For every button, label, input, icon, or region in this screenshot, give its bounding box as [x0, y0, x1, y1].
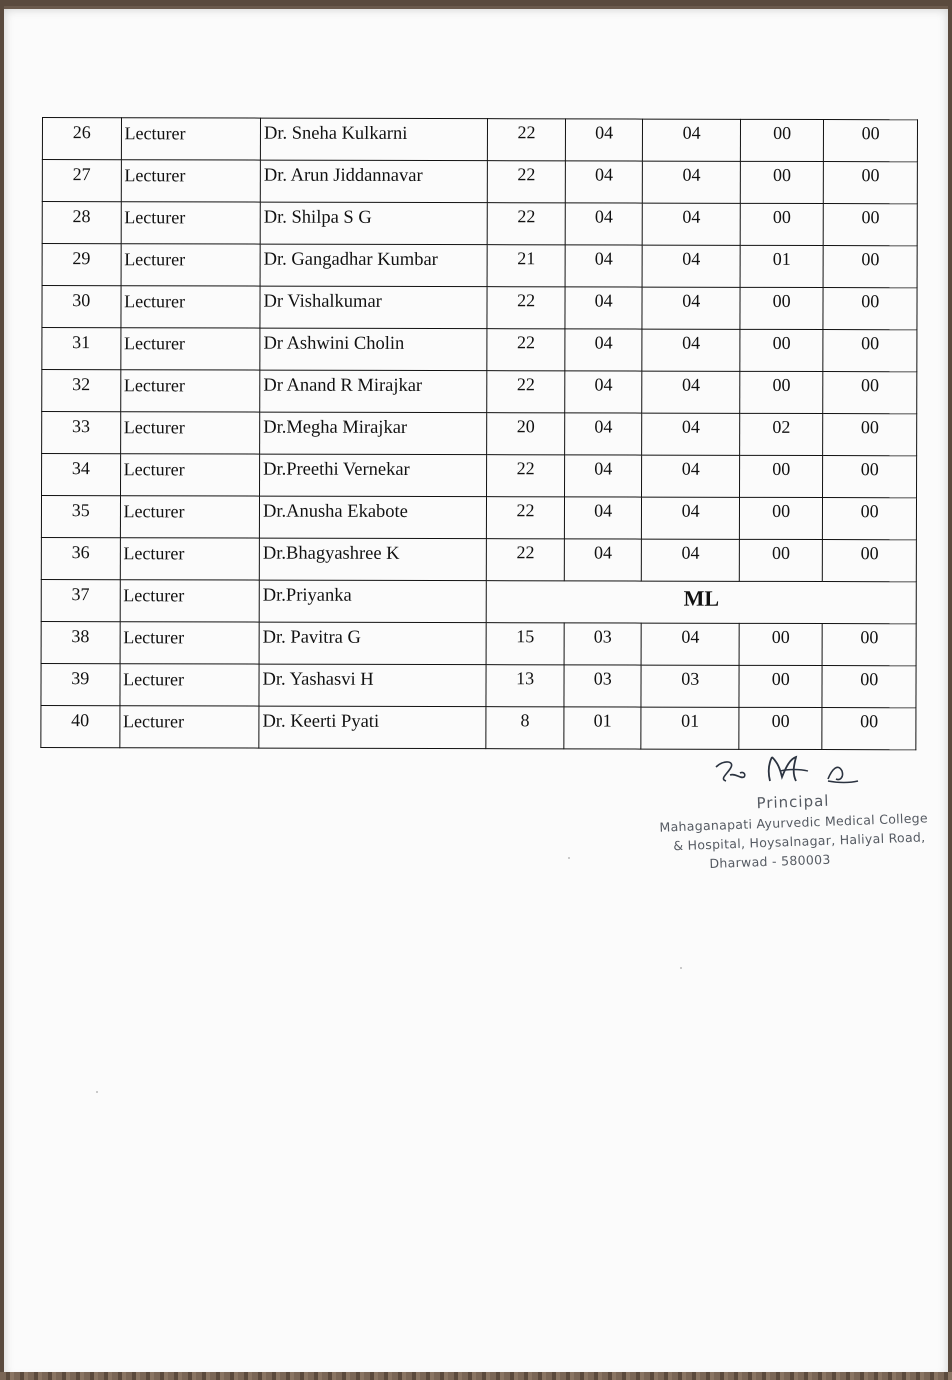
value-cell-c4: 00 — [739, 455, 823, 497]
background-edge — [0, 1372, 952, 1380]
stamp-title: Principal — [756, 791, 830, 813]
value-cell-c5: 00 — [822, 708, 916, 750]
table-row — [41, 579, 916, 623]
leave-status-cell: ML — [486, 581, 916, 624]
value-cell-c1: 22 — [487, 371, 565, 413]
table-row — [41, 663, 916, 707]
designation-cell: Lecturer — [120, 370, 260, 412]
value-cell-c4: 00 — [739, 539, 823, 581]
serial-number-cell: 33 — [42, 412, 121, 454]
serial-number-cell: 30 — [42, 286, 121, 328]
name-cell: Dr. Yashasvi H — [259, 664, 486, 707]
serial-number-cell: 39 — [41, 663, 120, 705]
value-cell-c2: 01 — [564, 707, 642, 749]
table-row — [42, 412, 917, 456]
value-cell-c2: 03 — [564, 665, 642, 707]
name-cell: Dr. Pavitra G — [259, 622, 486, 665]
principal-stamp — [643, 788, 946, 875]
serial-number-cell: 37 — [41, 579, 120, 621]
serial-number-cell: 38 — [41, 621, 120, 663]
table-row — [41, 705, 916, 749]
table-row — [42, 160, 917, 204]
value-cell-c3: 04 — [643, 161, 741, 203]
table-row — [42, 370, 917, 414]
table-row — [42, 454, 917, 498]
serial-number-cell: 40 — [41, 705, 120, 747]
value-cell-c4: 01 — [740, 245, 824, 287]
value-cell-c1: 22 — [487, 539, 565, 581]
value-cell-c3: 04 — [642, 371, 740, 413]
value-cell-c3: 04 — [642, 329, 740, 371]
name-cell: Dr.Priyanka — [259, 580, 486, 623]
value-cell-c2: 04 — [565, 287, 643, 329]
paper-speck — [96, 1091, 98, 1093]
value-cell-c3: 01 — [641, 707, 739, 749]
designation-cell: Lecturer — [120, 328, 260, 370]
principal-signature — [710, 749, 870, 797]
value-cell-c2: 04 — [564, 497, 642, 539]
value-cell-c2: 04 — [565, 371, 643, 413]
value-cell-c4: 02 — [740, 413, 824, 455]
value-cell-c4: 00 — [739, 707, 823, 749]
value-cell-c3: 04 — [642, 623, 740, 665]
value-cell-c2: 04 — [565, 161, 643, 203]
value-cell-c1: 22 — [487, 497, 565, 539]
value-cell-c1: 22 — [487, 203, 565, 245]
designation-cell: Lecturer — [120, 664, 260, 706]
value-cell-c3: 04 — [643, 119, 741, 161]
value-cell-c2: 04 — [564, 455, 642, 497]
serial-number-cell: 32 — [42, 370, 121, 412]
designation-cell: Lecturer — [121, 286, 261, 328]
value-cell-c1: 22 — [487, 455, 565, 497]
value-cell-c2: 04 — [564, 539, 642, 581]
value-cell-c1: 22 — [488, 119, 566, 161]
designation-cell: Lecturer — [120, 412, 260, 454]
attendance-table — [40, 117, 918, 750]
value-cell-c1: 20 — [487, 413, 565, 455]
designation-cell: Lecturer — [121, 118, 261, 160]
value-cell-c5: 00 — [823, 456, 917, 498]
name-cell: Dr. Shilpa S G — [260, 202, 487, 245]
name-cell: Dr.Preethi Vernekar — [260, 454, 487, 497]
value-cell-c5: 00 — [824, 204, 918, 246]
value-cell-c4: 00 — [740, 329, 824, 371]
designation-cell: Lecturer — [121, 202, 261, 244]
name-cell: Dr Vishalkumar — [260, 286, 487, 329]
stamp-line-city: Dharwad - 580003 — [709, 851, 831, 871]
value-cell-c3: 04 — [643, 203, 741, 245]
paper-speck — [680, 967, 682, 969]
value-cell-c1: 13 — [486, 665, 564, 707]
value-cell-c4: 00 — [739, 665, 823, 707]
value-cell-c5: 00 — [823, 540, 917, 582]
value-cell-c1: 8 — [486, 707, 564, 749]
designation-cell: Lecturer — [119, 706, 259, 748]
stamp-line-address: & Hospital, Hoysalnagar, Haliyal Road, — [673, 829, 926, 854]
value-cell-c3: 04 — [642, 497, 740, 539]
table-row — [41, 496, 916, 540]
name-cell: Dr.Anusha Ekabote — [259, 496, 486, 539]
value-cell-c4: 00 — [740, 161, 824, 203]
value-cell-c5: 00 — [823, 288, 917, 330]
designation-cell: Lecturer — [121, 160, 261, 202]
value-cell-c1: 22 — [488, 161, 566, 203]
table-row — [42, 118, 917, 162]
value-cell-c2: 03 — [564, 623, 642, 665]
value-cell-c2: 04 — [565, 329, 643, 371]
table-row — [41, 537, 916, 581]
value-cell-c5: 00 — [823, 330, 917, 372]
value-cell-c5: 00 — [823, 498, 917, 540]
name-cell: Dr Ashwini Cholin — [260, 328, 487, 371]
table-body — [41, 118, 918, 750]
value-cell-c1: 22 — [487, 329, 565, 371]
document-page — [4, 6, 948, 1379]
serial-number-cell: 27 — [42, 160, 121, 202]
paper-speck — [568, 857, 570, 859]
serial-number-cell: 34 — [42, 454, 121, 496]
value-cell-c3: 04 — [642, 455, 740, 497]
value-cell-c3: 04 — [643, 245, 741, 287]
value-cell-c5: 00 — [823, 414, 917, 456]
serial-number-cell: 29 — [42, 244, 121, 286]
value-cell-c2: 04 — [565, 245, 643, 287]
value-cell-c1: 21 — [487, 245, 565, 287]
value-cell-c4: 00 — [740, 119, 824, 161]
value-cell-c4: 00 — [739, 497, 823, 539]
value-cell-c5: 00 — [824, 246, 918, 288]
designation-cell: Lecturer — [120, 580, 260, 622]
value-cell-c3: 04 — [642, 539, 740, 581]
table-row — [42, 244, 917, 288]
value-cell-c4: 00 — [740, 287, 824, 329]
designation-cell: Lecturer — [121, 244, 261, 286]
name-cell: Dr. Arun Jiddannavar — [260, 160, 487, 203]
value-cell-c5: 00 — [822, 666, 916, 708]
stamp-line-college: Mahaganapati Ayurvedic Medical College — [659, 810, 929, 835]
designation-cell: Lecturer — [120, 622, 260, 664]
designation-cell: Lecturer — [120, 496, 260, 538]
value-cell-c5: 00 — [823, 372, 917, 414]
table-row — [42, 202, 917, 246]
name-cell: Dr.Megha Mirajkar — [260, 412, 487, 455]
value-cell-c2: 04 — [565, 413, 643, 455]
value-cell-c3: 04 — [642, 413, 740, 455]
value-cell-c3: 04 — [642, 287, 740, 329]
value-cell-c4: 00 — [740, 203, 824, 245]
serial-number-cell: 26 — [42, 118, 121, 160]
value-cell-c2: 04 — [565, 119, 643, 161]
designation-cell: Lecturer — [120, 538, 260, 580]
value-cell-c1: 15 — [486, 623, 564, 665]
value-cell-c4: 00 — [740, 371, 824, 413]
name-cell: Dr.Bhagyashree K — [259, 538, 486, 581]
value-cell-c4: 00 — [739, 623, 823, 665]
designation-cell: Lecturer — [120, 454, 260, 496]
value-cell-c1: 22 — [487, 287, 565, 329]
serial-number-cell: 31 — [42, 328, 121, 370]
name-cell: Dr Anand R Mirajkar — [260, 370, 487, 413]
value-cell-c5: 00 — [823, 624, 917, 666]
serial-number-cell: 35 — [41, 496, 120, 538]
value-cell-c3: 03 — [641, 665, 739, 707]
name-cell: Dr. Keerti Pyati — [259, 706, 486, 749]
name-cell: Dr. Gangadhar Kumbar — [260, 244, 487, 287]
value-cell-c5: 00 — [824, 120, 918, 162]
name-cell: Dr. Sneha Kulkarni — [260, 118, 487, 161]
serial-number-cell: 36 — [41, 537, 120, 579]
table-row — [42, 286, 917, 330]
serial-number-cell: 28 — [42, 202, 121, 244]
table-row — [41, 621, 916, 665]
table-row — [42, 328, 917, 372]
value-cell-c2: 04 — [565, 203, 643, 245]
value-cell-c5: 00 — [824, 162, 918, 204]
